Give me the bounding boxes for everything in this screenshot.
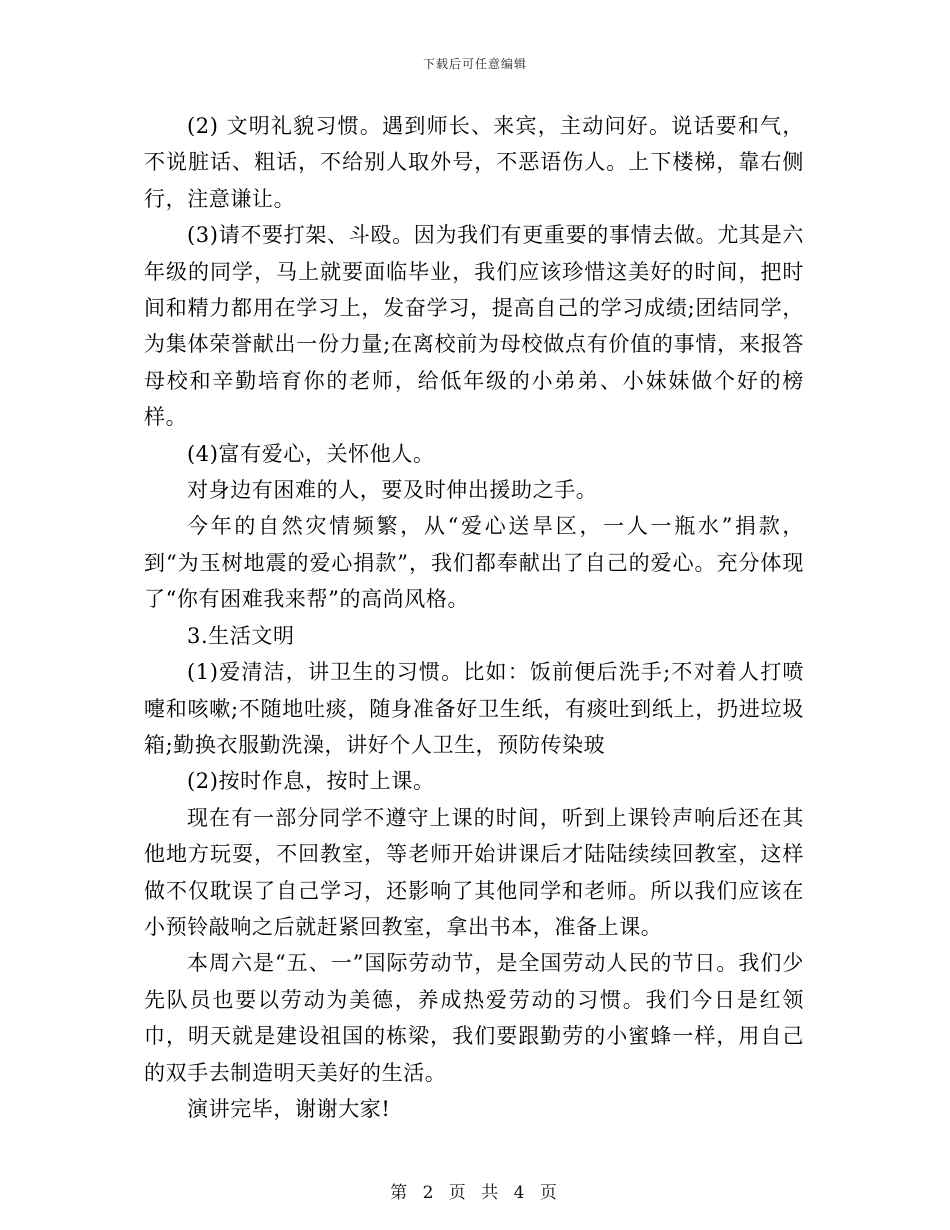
paragraph-punctuality-heading: (2)按时作息，按时上课。 [187, 769, 435, 794]
paragraph-courtesy-habits: (2) 文明礼貌习惯。遇到师长、来宾，主动问好。说话要和气，不说脏话、粗话，不给别人取外号，不恶语伤人。上下楼梯，靠右侧行，注意谦让。 [144, 114, 804, 211]
section-heading-life-civility: 3.生活文明 [187, 623, 295, 648]
page-number-footer: 第 2 页 共 4 页 [390, 1183, 560, 1203]
paragraph-help-others: 对身边有困难的人，要及时伸出援助之手。 [187, 478, 598, 503]
paragraph-closing: 演讲完毕，谢谢大家! [187, 1096, 391, 1121]
paragraph-caring-heading: (4)富有爱心，关怀他人。 [187, 441, 435, 466]
paragraph-labor-day: 本周六是“五、一”国际劳动节，是全国劳动人民的节日。我们少先队员也要以劳动为美德，养成热爱劳动的习惯。我们今日是红领巾，明天就是建设祖国的栋梁，我们要跟勤劳的小蜜蜂一样，用自己的双手去制造明天美好的生活。 [144, 951, 804, 1085]
header-note: 下载后可任意编辑 [422, 57, 527, 71]
body-text [144, 108, 804, 1127]
paragraph-class-time: 现在有一部分同学不遵守上课的时间，听到上课铃声响后还在其他地方玩耍，不回教室，等老师开始讲课后才陆陆续续回教室，这样做不仅耽误了自己学习，还影响了其他同学和老师。所以我们应该在小预铃敲响之后就赶紧回教室，拿出书本，准备上课。 [144, 805, 804, 939]
paragraph-hygiene: (1)爱清洁，讲卫生的习惯。比如：饭前便后洗手;不对着人打喷嚏和咳嗽;不随地吐痰，随身准备好卫生纸，有痰吐到纸上，扔进垃圾箱;勤换衣服勤洗澡，讲好个人卫生，预防传染玻 [144, 660, 804, 757]
paragraph-no-fighting: (3)请不要打架、斗殴。因为我们有更重要的事情去做。尤其是六年级的同学，马上就要面临毕业，我们应该珍惜这美好的时间，把时间和精力都用在学习上，发奋学习，提高自己的学习成绩;团结同学，为集体荣誉献出一份力量;在离校前为母校做点有价值的事情，来报答母校和辛勤培育你的老师，给低年级的小弟弟、小妹妹做个好的榜样。 [144, 223, 804, 430]
paragraph-donations: 今年的自然灾情频繁，从“爱心送旱区，一人一瓶水”捐款，到“为玉树地震的爱心捐款”，我们都奉献出了自己的爱心。充分体现了“你有困难我来帮”的高尚风格。 [144, 514, 804, 612]
